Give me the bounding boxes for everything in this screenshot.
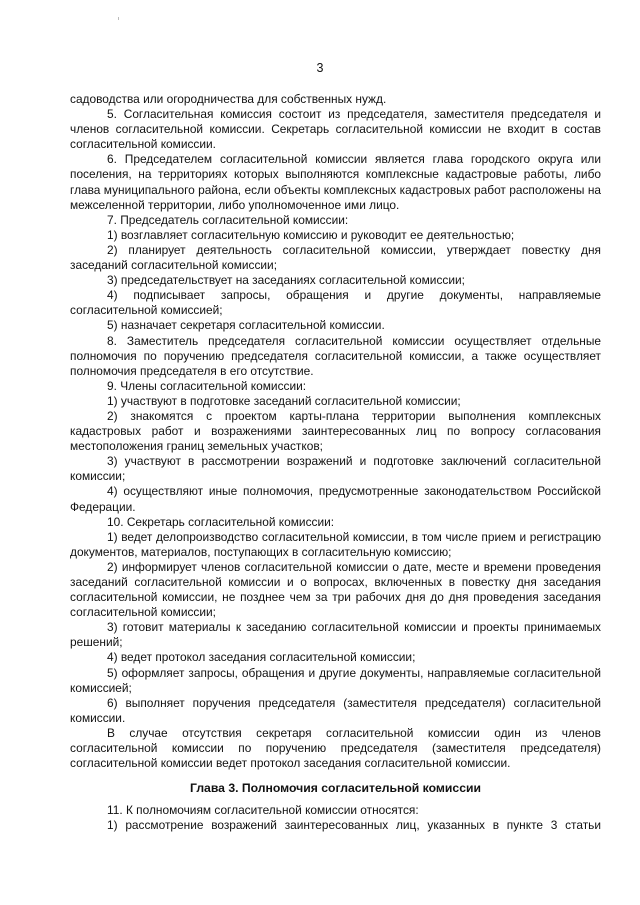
paragraph: 3) готовит материалы к заседанию согласительной комиссии и проекты принимаемых решений; [70, 620, 601, 650]
paragraph: В случае отсутствия секретаря согласительной комиссии один из членов согласительной комиссии по поручению председателя (заместителя председателя) согласительной комиссии ведет протокол заседания согласительной комиссии. [70, 725, 601, 771]
scan-mark [118, 17, 119, 20]
paragraph: 1) ведет делопроизводство согласительной комиссии, в том числе прием и регистрацию документов, материалов, поступающих в согласительную комиссию; [70, 529, 601, 559]
paragraph: 2) знакомятся с проектом карты-плана территории выполнения комплексных кадастровых работ и возражениями заинтересованных лиц по вопросу согласования местоположения границ земельных участков; [70, 408, 601, 454]
paragraphs-before-heading [70, 92, 601, 771]
paragraphs-after-heading [70, 803, 601, 833]
paragraph: 4) подписывает запросы, обращения и другие документы, направляемые согласительной комиссией; [70, 288, 601, 318]
chapter-heading: Глава 3. Полномочия согласительной комиссии [190, 781, 481, 796]
paragraph: садоводства или огородничества для собственных нужд. [70, 92, 387, 106]
paragraph: 2) планирует деятельность согласительной комиссии, утверждает повестку дня заседаний согласительной комиссии; [70, 242, 601, 273]
page-number: 3 [316, 61, 324, 75]
paragraph: 5. Согласительная комиссия состоит из председателя, заместителя председателя и членов согласительной комиссии. Секретарь согласительной комиссии не входит в состав согласительной комиссии. [70, 107, 601, 152]
paragraph: 5) оформляет запросы, обращения и другие документы, направляемые согласительной комиссией; [70, 665, 601, 695]
paragraph: 1) рассмотрение возражений заинтересованных лиц, указанных в пункте 3 статьи [107, 818, 601, 833]
paragraph: 2) информирует членов согласительной комиссии о дате, месте и времени проведения заседаний согласительной комиссии и о вопросах, включенных в повестку дня заседания согласительной комиссии, не позднее чем за три рабочих дня до дня проведения заседания согласительной комиссии; [70, 559, 601, 620]
paragraph: 4) осуществляют иные полномочия, предусмотренные законодательством Российской Федерации. [70, 484, 601, 514]
document-body [70, 92, 601, 833]
paragraph: 1) возглавляет согласительную комиссию и руководит ее деятельностью; [107, 227, 515, 242]
paragraph: 3) участвуют в рассмотрении возражений и подготовке заключений согласительной комиссии; [70, 454, 601, 484]
paragraph: 1) участвуют в подготовке заседаний согласительной комиссии; [107, 393, 461, 408]
paragraph: 6. Председателем согласительной комиссии является глава городского округа или поселения, на территориях которых выполняются комплексные кадастровые работы, либо глава муниципального района, если объекты комплексных кадастровых работ расположены на межселенной территории, либо уполномоченное ими лицо. [70, 152, 601, 212]
paragraph: 4) ведет протокол заседания согласительной комиссии; [107, 650, 416, 665]
paragraph: 10. Секретарь согласительной комиссии: [107, 514, 335, 529]
paragraph: 3) председательствует на заседаниях согласительной комиссии; [107, 273, 465, 288]
paragraph: 8. Заместитель председателя согласительной комиссии осуществляет отдельные полномочия по поручению председателя согласительной комиссии, а также осуществляет полномочия председателя в его отсутствие. [70, 333, 601, 378]
paragraph: 9. Члены согласительной комиссии: [107, 378, 307, 393]
paragraph: 5) назначает секретаря согласительной комиссии. [107, 318, 385, 333]
paragraph: 6) выполняет поручения председателя (заместителя председателя) согласительной комиссии. [70, 695, 601, 725]
paragraph: 11. К полномочиям согласительной комиссии относятся: [107, 803, 419, 818]
paragraph: 7. Председатель согласительной комиссии: [107, 212, 349, 227]
